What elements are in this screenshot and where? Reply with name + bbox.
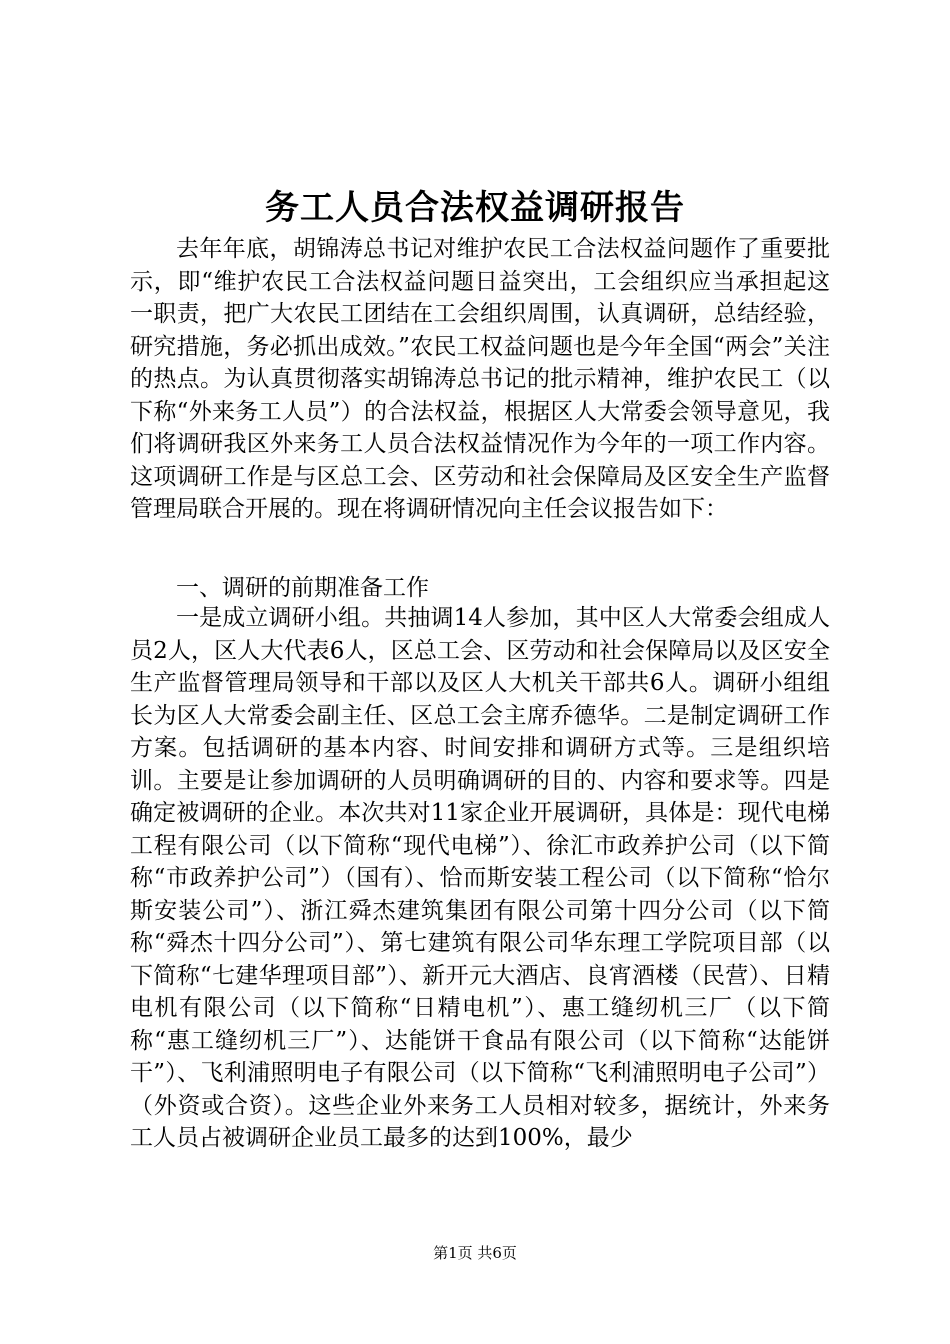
preparation-paragraph: 一是成立调研小组。共抽调14人参加，其中区人大常委会组成人员2人，区人大代表6人，区总工会、区劳动和社会保障局以及区安全生产监督管理局领导和干部以及区人大机关干部共6人。调研小组组长为区人大常委会副主任、区总工会主席乔德华。二是制定调研工作方案。包括调研的基本内容、时间安排和调研方式等。三是组织培训。主要是让参加调研的人员明确调研的目的、内容和要求等。四是确定被调研的企业。本次共对11家企业开展调研，具体是：现代电梯工程有限公司（以下简称“现代电梯”）、徐汇市政养护公司（以下简称“市政养护公司”）（国有）、恰而斯安装工程公司（以下简称“恰尔斯安装公司”）、浙江舜杰建筑集团有限公司第十四分公司（以下简称“舜杰十四分公司”）、第七建筑有限公司华东理工学院项目部（以下简称“七建华理项目部”）、新开元大酒店、良宵酒楼（民营）、日精电机有限公司（以下简称“日精电机”）、惠工缝纫机三厂（以下简称“惠工缝纫机三厂”）、达能饼干食品有限公司（以下简称“达能饼干”）、飞利浦照明电子有限公司（以下简称“飞利浦照明电子公司”）（外资或合资）。这些企业外来务工人员相对较多，据统计，外来务工人员占被调研企业员工最多的达到100%，最少 — [130, 605, 830, 1151]
page-number-footer: 第1页 共6页 — [433, 1244, 517, 1262]
section-heading: 一、调研的前期准备工作 — [176, 575, 429, 601]
document-title: 务工人员合法权益调研报告 — [265, 188, 685, 228]
intro-paragraph: 去年年底，胡锦涛总书记对维护农民工合法权益问题作了重要批示，即“维护农民工合法权益问题日益突出，工会组织应当承担起这一职责，把广大农民工团结在工会组织周围，认真调研，总结经验，研究措施，务必抓出成效。”农民工权益问题也是今年全国“两会”关注的热点。为认真贯彻落实胡锦涛总书记的批示精神，维护农民工（以下称“外来务工人员”）的合法权益，根据区人大常委会领导意见，我们将调研我区外来务工人员合法权益情况作为今年的一项工作内容。这项调研工作是与区总工会、区劳动和社会保障局及区安全生产监督管理局联合开展的。现在将调研情况向主任会议报告如下： — [130, 236, 830, 522]
